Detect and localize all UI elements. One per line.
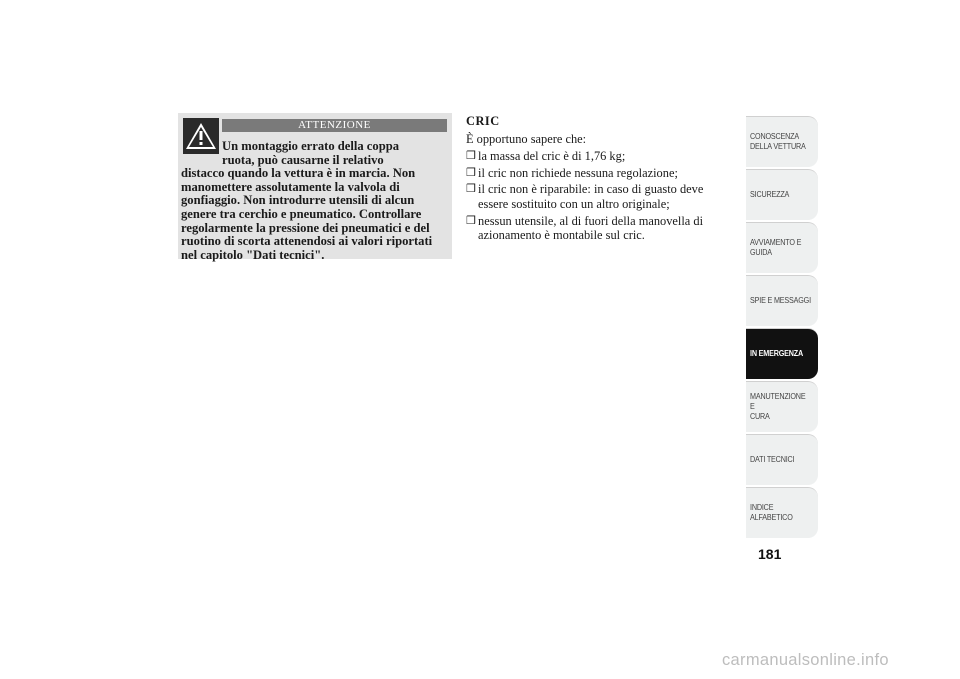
list-item (466, 166, 728, 181)
checkbox-bullet-icon: ❒ (466, 183, 476, 196)
tab-dati-tecnici[interactable] (746, 434, 818, 485)
tab-label: INDICE ALFABETICO (750, 503, 793, 522)
warning-body: distacco quando la vettura è in marcia. Non manomettere assolutamente la valvola di gonfiaggio. Non introdurre utensili di alcun genere tra cerchio e pneumatico. Controllare regolarmente la pressione dei pneumatici e del ruotino di scorta attenendosi ai valori riportati nel capitolo "Dati tecnici". (181, 166, 433, 262)
warning-line-1: Un montaggio errato della coppa (222, 139, 400, 153)
tab-conoscenza-della-vettura[interactable] (746, 116, 818, 167)
tab-label: IN EMERGENZA (750, 349, 804, 358)
tab-label: DATI TECNICI (750, 455, 795, 464)
section-title: CRIC (466, 114, 500, 128)
tab-label: SPIE E MESSAGGI (750, 296, 811, 305)
list-item-text: il cric non richiede nessuna regolazione; (478, 165, 678, 180)
warning-header: ATTENZIONE (222, 119, 447, 132)
cric-section (466, 114, 728, 245)
tab-in-emergenza[interactable] (746, 328, 818, 379)
tab-manutenzione-e-cura[interactable] (746, 381, 818, 432)
list-item (466, 182, 728, 211)
tab-label: MANUTENZIONE E CURA (750, 392, 806, 421)
tab-label: CONOSCENZA DELLA VETTURA (750, 132, 806, 151)
tab-avviamento-e-guida[interactable] (746, 222, 818, 273)
tab-label: AVVIAMENTO E GUIDA (750, 238, 802, 257)
warning-line-2: ruota, può causarne il relativo (222, 152, 384, 167)
checkbox-bullet-icon: ❒ (466, 166, 476, 179)
list-item-text: la massa del cric è di 1,76 kg; (478, 149, 626, 164)
watermark: carmanualsonline.info (722, 651, 889, 669)
tab-indice-alfabetico[interactable] (746, 487, 818, 538)
tab-spie-e-messaggi[interactable] (746, 275, 818, 326)
list-item (466, 214, 728, 243)
section-intro: È opportuno sapere che: (466, 131, 587, 146)
checkbox-bullet-icon: ❒ (466, 150, 476, 163)
list-item (466, 149, 728, 164)
tab-label: SICUREZZA (750, 190, 790, 199)
list-item-text: il cric non è riparabile: in caso di guasto deve essere sostituito con un altro originale; (478, 182, 704, 211)
warning-text (181, 140, 449, 262)
checkbox-bullet-icon: ❒ (466, 214, 476, 227)
chapter-tabs (746, 116, 818, 540)
bullet-list (466, 149, 728, 243)
tab-sicurezza[interactable] (746, 169, 818, 220)
list-item-text: nessun utensile, al di fuori della manovella di azionamento è montabile sul cric. (478, 213, 704, 243)
page-number: 181 (758, 546, 782, 562)
